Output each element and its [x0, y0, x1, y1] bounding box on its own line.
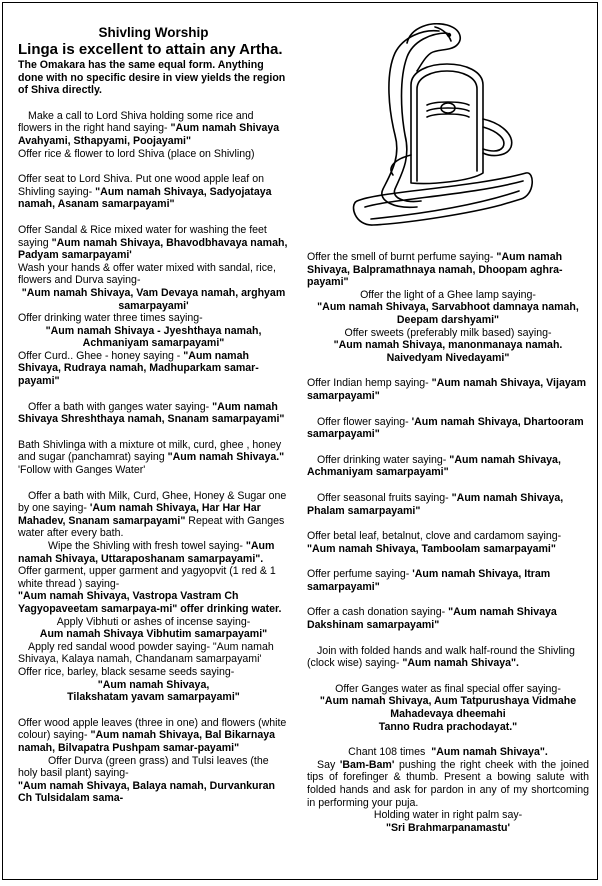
panchamrat-paragraph: Bath Shivlinga with a mixture ot milk, curd, ghee , honey and sugar (panchamrat) saying "Aum namah Shivaya." 'Follow with Ganges Water' [18, 438, 285, 477]
mantra-text: "Aum namah Shivaya." [167, 451, 285, 464]
cash-donation-paragraph: Offer a cash donation saying- "Aum namah Shivaya Dakshinam samarpayami" [307, 606, 557, 632]
mantra-text: Aum namah Shivaya Vibhutim samarpayami" [39, 628, 268, 641]
mantra-text: "Aum namah Shivaya, [97, 678, 210, 691]
wood-apple-paragraph: Offer wood apple leaves (three in one) and flowers (white colour) saying- "Aum namah Shivaya, Bal Bikarnaya namah, Bilvapatra Pushpam samar-payami" Offer Durva (green grass) and Tulsi leaves (the holy basil plant) saying- "Aum namah Shivaya, Balaya namah, Durvankuran Ch Tulsidalam sama- [18, 717, 289, 805]
wash-paragraph: Offer Sandal & Rice mixed water for washing the feet saying "Aum namah Shivaya, Bhavodbhavaya namah, Padyam samarpayami' Wash your hands & offer water mixed with sandal, rice, flowers and Durva saying- "Aum namah Shivaya, Vam Devaya namah, arghyam samarpayami' Offer drinking water three times saying- "Aum namah Shivaya - Jyeshthaya namah, Achmaniyam samarpayami" Offer Curd.. Ghee - honey saying - "Aum namah Shivaya, Rudraya namah, Madhuparkam samar-payami" [18, 223, 288, 388]
mantra-text: "Aum namah Shivaya, Vam Devaya namah, arghyam samarpayami' [21, 286, 286, 312]
closing-mantra: "Sri Brahmarpanamastu' [385, 821, 511, 834]
invocation-paragraph: Make a call to Lord Shiva holding some rice and flowers in the right hand saying- "Aum namah Shivaya Avahyami, Sthapyami, Poojayami" Offer rice & flower to lord Shiva (place on Shivling) [18, 109, 280, 160]
mantra-text: "Aum namah Shivaya, Bal Bikarnaya namah, Bilvapatra Pushpam samar-payami" [18, 729, 276, 754]
drinking-water-paragraph: Offer drinking water saying- "Aum namah Shivaya, Achmaniyam samarpayami" [307, 453, 561, 479]
shivling-base-shape [354, 173, 533, 225]
mantra-text: "Aum namah Shivaya Shreshthaya namah, Snanam samarpayami" [18, 400, 285, 426]
mantra-text: "Aum namah Shivaya, Aum Tatpurushaya Vidmahe Mahadevaya dheemahi [319, 695, 577, 721]
betal-paragraph: Offer betal leaf, betalnut, clove and cardamom saying- "Aum namah Shivaya, Tamboolam samarpayami" [307, 530, 562, 555]
mantra-text: "Aum namah Shivaya, Vijayam samarpayami" [307, 377, 587, 402]
hemp-paragraph: Offer Indian hemp saying- "Aum namah Shivaya, Vijayam samarpayami" [307, 377, 587, 402]
itram-paragraph: Offer perfume saying- 'Aum namah Shivaya, Itram samarpayami" [307, 568, 551, 593]
mantra-text: "Aum namah Shivaya Avahyami, Sthapyami, Poojayami" [18, 122, 280, 147]
mantra-text: Tanno Rudra prachodayat." [378, 720, 518, 733]
mantra-text: "Aum namah Shivaya, Sadyojataya namah, Asanam samarpayami" [18, 185, 272, 211]
seat-paragraph: Offer seat to Lord Shiva. Put one wood apple leaf on Shivling saying- "Aum namah Shivaya, Sadyojataya namah, Asanam samarpayami" [18, 173, 272, 211]
ganges-bath-paragraph: Offer a bath with ganges water saying- "Aum namah Shivaya Shreshthaya namah, Snanam samarpayami" [18, 400, 285, 426]
mantra-text: Tilakshatam yavam samarpayami" [67, 691, 240, 704]
mantra-text: "Aum namah Shivaya, Sarvabhoot damnaya namah, Deepam darshyami" [317, 301, 579, 326]
final-offering-paragraph: Offer Ganges water as final special offer saying- "Aum namah Shivaya, Aum Tatpurushaya Vidmahe Mahadevaya dheemahi Tanno Rudra prachodayat." [307, 683, 589, 733]
mantra-text: "Aum namah Shivaya, Balaya namah, Durvankuran Ch Tulsidalam sama- [18, 779, 276, 805]
page [2, 2, 598, 880]
mantra-text: "Aum namah Shivaya". [431, 746, 548, 759]
mantra-text: "Aum namah Shivaya, manonmanaya namah. Naivedyam Nivedayami" [333, 339, 563, 364]
mantra-text: "Aum namah Shivaya, Rudraya namah, Madhuparkam samar-payami" [18, 349, 259, 388]
mantra-text: 'Aum namah Shivaya, Dhartooram samarpayami" [307, 415, 584, 441]
intro-paragraph: The Omakara has the same equal form. Anything done with no specific desire in view yields the region of Shiva directly. [18, 59, 286, 97]
page-subtitle: Linga is excellent to attain any Artha. [18, 41, 283, 58]
mantra-text: 'Aum namah Shivaya, Har Har Har Mahadev, Snanam samarpayami" [18, 502, 261, 527]
mantra-text: "Aum namah Shivaya". [402, 657, 519, 670]
chant-paragraph: Chant 108 times "Aum namah Shivaya". Say 'Bam-Bam' pushing the right cheek with the joined tips of forefinger & thumb. Present a bowing salute with folded hands and ask for pardon in any of my shortcoming in performing your puja. Holding water in right palm say- "Sri Brahmarpanamastu' [307, 746, 589, 834]
mantra-text: "Aum namah Shivaya, Uttaraposhanam samarpayami". [18, 540, 275, 565]
fruits-paragraph: Offer seasonal fruits saying- "Aum namah Shivaya, Phalam samarpayami" [307, 491, 564, 517]
page-title: Shivling Worship [98, 25, 209, 40]
mantra-text: "Aum namah Shivaya, Tamboolam samarpayami" [307, 542, 556, 555]
left-column [18, 25, 289, 805]
mantra-text: "Aum namah Shivaya Dakshinam samarpayami" [307, 606, 557, 632]
shivling-serpent-illustration [351, 23, 535, 249]
mantra-text: "Aum namah Shivaya, Achmaniyam samarpayami" [307, 453, 561, 479]
mantra-text: "Aum namah Shivaya, Bhavodbhavaya namah, Padyam samarpayami' [18, 236, 288, 262]
milk-bath-paragraph: Offer a bath with Milk, Curd, Ghee, Honey & Sugar one by one saying- 'Aum namah Shivaya, Har Har Har Mahadev, Snanam samarpayami" Repeat with Ganges water after every bath. Wipe the Shivling with fresh towel saying- "Aum namah Shivaya, Uttaraposhanam samarpayami". Offer garment, upper garment and yagyopvit (1 red & 1 white thread ) saying- "Aum namah Shivaya, Vastropa Vastram Ch Yagyopaveetam samarpaya-mi" offer drinking water. Apply Vibhuti or ashes of incense saying- Aum namah Shivaya Vibhutim samarpayami" Apply red sandal wood powder saying- "Aum namah Shivaya, Kalaya namah, Chandanam samarpayami' Offer rice, barley, black sesame seeds saying- "Aum namah Shivaya, Tilakshatam yavam samarpayami" [18, 490, 289, 704]
flower-paragraph: Offer flower saying- 'Aum namah Shivaya, Dhartooram samarpayami" [307, 415, 584, 441]
mantra-text: "Aum namah Shivaya, Vastropa Vastram Ch Yagyopaveetam samarpaya-mi" offer drinking water. [18, 590, 282, 615]
linga-stone-shape [411, 64, 483, 184]
mantra-text: "Aum namah Shivaya, Phalam samarpayami" [307, 491, 564, 517]
right-column [307, 251, 589, 834]
perfume-lamp-sweets-paragraph: Offer the smell of burnt perfume saying- "Aum namah Shivaya, Balpramathnaya namah, Dhoopam aghra-payami" Offer the light of a Ghee lamp saying- "Aum namah Shivaya, Sarvabhoot damnaya namah, Deepam darshyami" Offer sweets (preferably milk based) saying- "Aum namah Shivaya, manonmanaya namah. Naivedyam Nivedayami" [307, 251, 589, 364]
mantra-text: 'Bam-Bam' [339, 758, 395, 771]
mantra-text: 'Aum namah Shivaya, Itram samarpayami" [307, 568, 551, 593]
mantra-text: "Aum namah Shivaya, Balpramathnaya namah, Dhoopam aghra-payami" [307, 251, 563, 289]
mantra-text: "Aum namah Shivaya - Jyeshthaya namah, Achmaniyam samarpayami" [45, 324, 262, 350]
circumambulation-paragraph: Join with folded hands and walk half-round the Shivling (clock wise) saying- "Aum namah Shivaya". [307, 644, 575, 670]
